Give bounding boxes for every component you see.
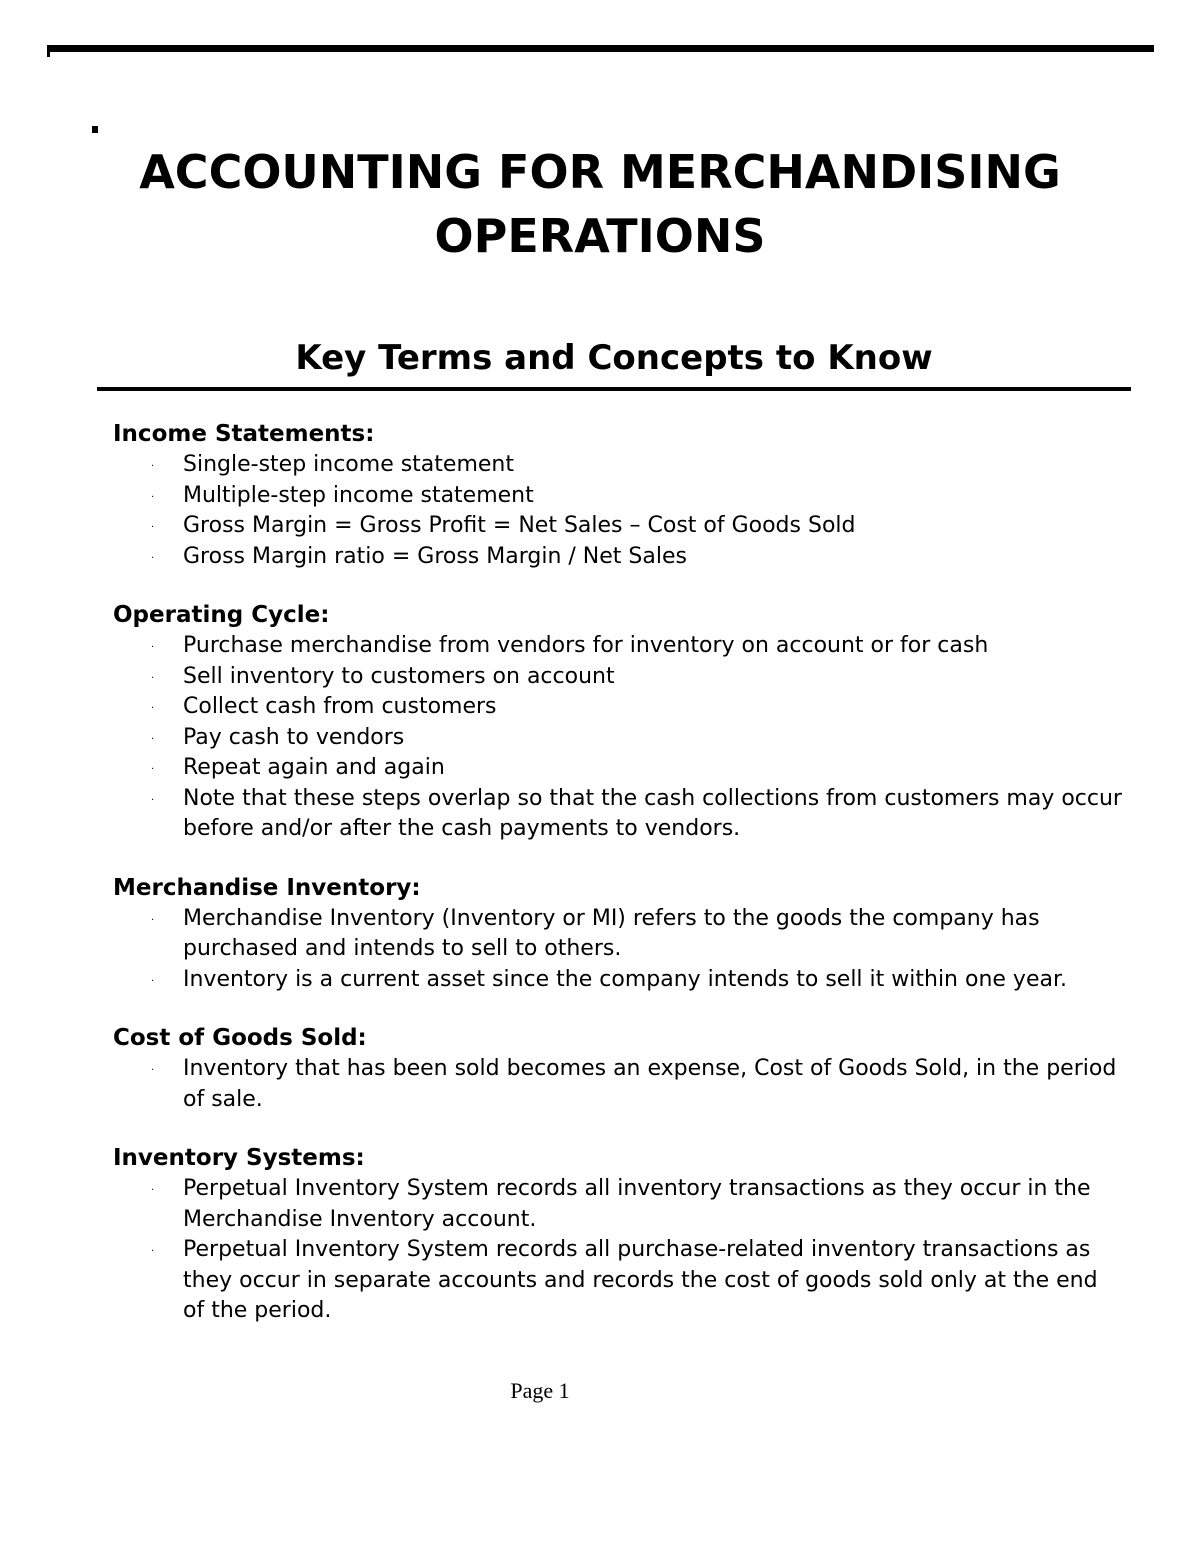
- item-list: [113, 904, 1123, 996]
- group-inventory-systems: [113, 1143, 1123, 1327]
- group-cost-of-goods-sold: [113, 1023, 1123, 1115]
- list-item-text: Sell inventory to customers on account: [183, 663, 615, 689]
- list-item-text: Gross Margin = Gross Profit = Net Sales – Cost of Goods Sold: [183, 513, 856, 538]
- document-title-line1: ACCOUNTING FOR MERCHANDISING: [139, 145, 1061, 199]
- list-item: [113, 692, 1123, 723]
- list-item-text: Repeat again and again: [183, 755, 445, 780]
- list-item-text: Pay cash to vendors: [183, 724, 405, 750]
- bullet-icon: ·: [151, 552, 155, 564]
- bullet-icon: ·: [151, 764, 155, 775]
- list-item-text: Inventory that has been sold becomes an expense, Cost of Goods Sold, in the period of sale.: [183, 1056, 1117, 1112]
- top-horizontal-rule: [47, 45, 1154, 52]
- bullet-icon: ·: [151, 794, 155, 806]
- list-item: [113, 965, 1123, 996]
- bullet-icon: ·: [151, 975, 155, 987]
- group-income-statements: [113, 419, 1123, 572]
- bullet-icon: ·: [151, 733, 155, 745]
- list-item: [113, 1235, 1123, 1327]
- item-list: [113, 1054, 1123, 1115]
- rule-tick-mark: [47, 52, 50, 57]
- list-item-text: Perpetual Inventory System records all purchase-related inventory transactions as they occur in separate accounts and records the cost of goods sold only at the end of the period.: [183, 1237, 1098, 1323]
- list-item-text: Note that these steps overlap so that the cash collections from customers may occur before and/or after the cash payments to vendors.: [183, 785, 1122, 841]
- bullet-icon: ·: [151, 1246, 155, 1257]
- page-number: Page 1: [510, 1378, 570, 1403]
- bullet-icon: ·: [151, 642, 155, 653]
- list-item: [113, 631, 1123, 662]
- list-item: [113, 511, 1123, 542]
- group-merchandise-inventory: [113, 873, 1123, 996]
- small-square-mark: [92, 126, 98, 133]
- bullet-icon: ·: [151, 1185, 155, 1196]
- list-item-text: Merchandise Inventory (Inventory or MI) refers to the goods the company has purchased and intends to sell to others.: [183, 905, 1040, 961]
- section-heading-rule: [97, 387, 1131, 391]
- list-item: [113, 662, 1123, 693]
- item-list: [113, 450, 1123, 572]
- list-item-text: Gross Margin ratio = Gross Margin / Net Sales: [183, 543, 687, 569]
- group-title: Merchandise Inventory:: [113, 874, 421, 901]
- item-list: [113, 1174, 1123, 1327]
- list-item: [113, 1174, 1123, 1235]
- bullet-icon: ·: [151, 461, 155, 472]
- list-item: [113, 904, 1123, 965]
- bullet-icon: ·: [151, 491, 155, 503]
- list-item-text: Single-step income statement: [183, 452, 514, 477]
- document-title: [60, 140, 1140, 268]
- bullet-icon: ·: [151, 703, 155, 714]
- list-item: [113, 481, 1123, 512]
- section-heading: Key Terms and Concepts to Know: [295, 338, 933, 378]
- list-item-text: Purchase merchandise from vendors for inventory on account or for cash: [183, 633, 989, 658]
- group-operating-cycle: [113, 600, 1123, 845]
- list-item-text: Multiple-step income statement: [183, 482, 534, 508]
- list-item: [113, 450, 1123, 481]
- list-item: [113, 1054, 1123, 1115]
- list-item: [113, 723, 1123, 754]
- group-title: Inventory Systems:: [113, 1145, 365, 1171]
- key-terms-content: [113, 419, 1123, 1355]
- list-item: [113, 753, 1123, 784]
- list-item-text: Inventory is a current asset since the company intends to sell it within one year.: [183, 966, 1067, 992]
- group-title: Income Statements:: [113, 421, 375, 447]
- list-item-text: Perpetual Inventory System records all inventory transactions as they occur in the Merchandise Inventory account.: [183, 1176, 1091, 1232]
- bullet-icon: ·: [151, 522, 155, 533]
- list-item: [113, 542, 1123, 573]
- document-title-line2: OPERATIONS: [434, 209, 766, 263]
- list-item: [113, 784, 1123, 845]
- group-title: Cost of Goods Sold:: [113, 1025, 367, 1051]
- item-list: [113, 631, 1123, 845]
- bullet-icon: ·: [151, 672, 155, 684]
- group-title: Operating Cycle:: [113, 602, 330, 628]
- bullet-icon: ·: [151, 914, 155, 926]
- list-item-text: Collect cash from customers: [183, 694, 497, 719]
- bullet-icon: ·: [151, 1065, 155, 1076]
